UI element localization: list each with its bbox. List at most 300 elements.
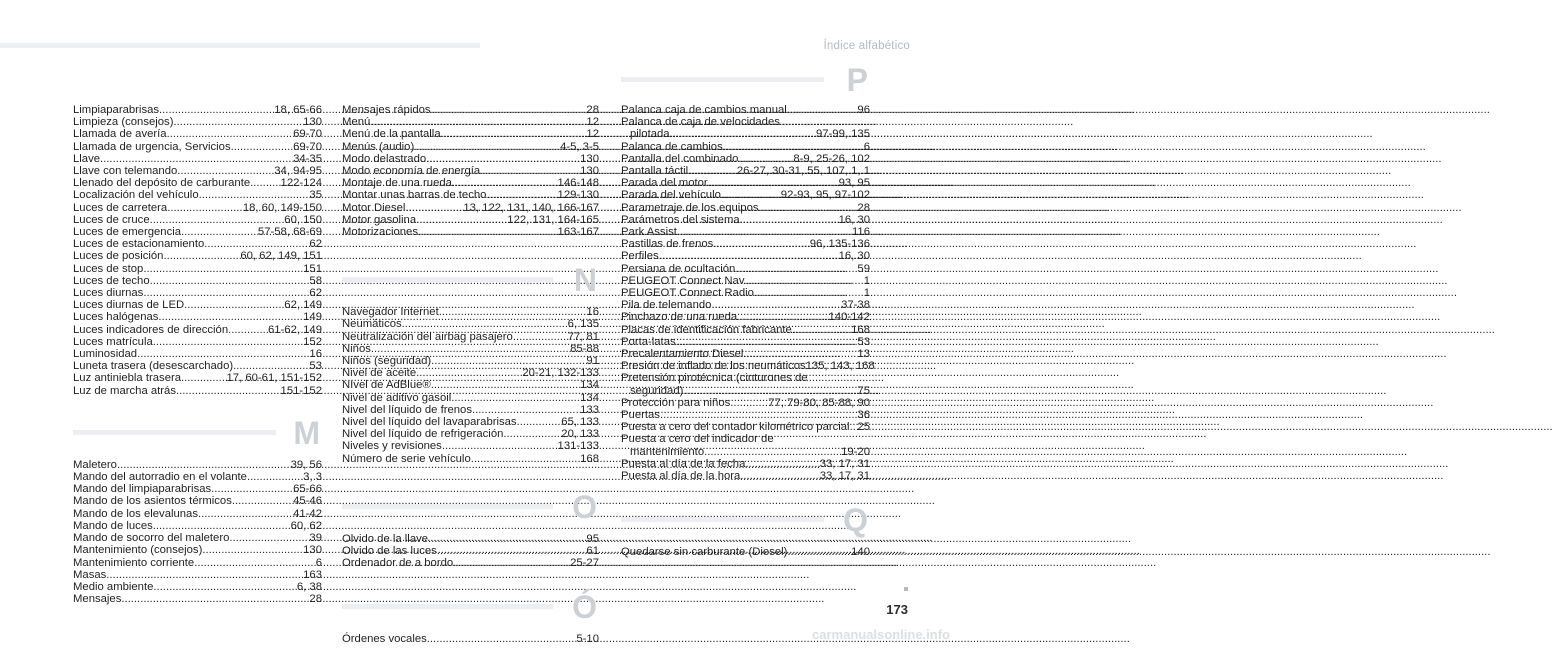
entry-term: Luces de emergencia	[73, 226, 182, 239]
entry-leader-dots	[405, 202, 463, 214]
entry-term: Protección para niños	[621, 396, 731, 409]
entry-pages: 6	[863, 140, 870, 153]
entry-leader-dots	[121, 593, 309, 605]
index-entry	[342, 545, 599, 557]
entry-leader-dots	[371, 343, 570, 355]
entry-leader-dots	[677, 226, 852, 238]
section-O-accent	[342, 633, 599, 645]
entry-leader-dots	[159, 104, 274, 116]
index-entry	[621, 299, 870, 311]
index-entry	[621, 397, 870, 409]
entry-pages: 13, 122, 131, 140, 166-167	[463, 201, 599, 214]
entry-term: Mando de los elevalunas	[73, 507, 198, 520]
index-entry	[621, 275, 870, 287]
entry-term: Persiana de ocultación	[621, 262, 736, 275]
entry-term: Olvido de la llave	[342, 532, 429, 545]
index-entry	[621, 287, 870, 299]
entry-leader-dots	[427, 633, 577, 645]
entry-pages: 57-58, 68-69	[257, 226, 322, 239]
entry-leader-dots	[233, 360, 309, 372]
entry-term: Luces diurnas	[73, 287, 144, 300]
letter-heading-O	[342, 487, 599, 527]
entry-pages: 163	[303, 568, 322, 581]
index-entry	[342, 633, 599, 645]
entry-leader-dots	[721, 189, 781, 201]
index-entry	[73, 372, 322, 384]
entry-term: Mando de socorro del maletero	[73, 532, 230, 545]
index-entry	[342, 355, 599, 367]
entry-term: Puesta al día de la fecha	[621, 457, 746, 470]
entry-term: Nivel de aditivo gasoil	[342, 391, 452, 404]
entry-leader-dots	[431, 379, 580, 391]
entry-leader-dots	[670, 128, 816, 140]
index-entry	[73, 385, 322, 397]
letter-O-accent: Ó	[572, 589, 597, 626]
index-entry	[342, 306, 599, 318]
entry-pages: 25	[857, 421, 870, 434]
entry-leader-dots	[418, 226, 558, 238]
entry-pages: 62	[309, 287, 322, 300]
entry-leader-dots	[163, 250, 240, 262]
entry-pages: 28	[586, 104, 599, 116]
index-entry	[342, 226, 599, 238]
entry-leader-dots	[137, 348, 309, 360]
index-entry	[621, 214, 870, 226]
index-entry	[342, 367, 599, 379]
entry-leader-dots	[754, 287, 864, 299]
index-entry	[621, 372, 870, 396]
entry-term: Luz de marcha atrás	[73, 384, 176, 397]
entry-leader-dots	[711, 299, 841, 311]
index-entry	[73, 153, 322, 165]
entry-leader-dots	[370, 116, 586, 128]
entry-leader-dots	[472, 404, 580, 416]
index-entry	[342, 416, 599, 428]
index-entry	[621, 250, 870, 262]
entry-pages: 16	[309, 348, 322, 361]
entry-leader-dots	[513, 331, 568, 343]
entry-pages: 133	[580, 403, 599, 416]
entry-pages: 19-20	[841, 445, 870, 458]
entry-term: Menú de la pantalla	[342, 128, 441, 141]
page-header-title: Índice alfabético	[823, 40, 910, 52]
entry-pages: 5-10	[576, 633, 599, 646]
entry-pages: 13	[857, 348, 870, 361]
entry-term: NIvel de AdBlue®	[342, 379, 431, 392]
index-entry	[342, 557, 599, 569]
entry-term: Luces halógenas	[73, 311, 159, 324]
entry-pages: 129-130	[557, 189, 599, 202]
index-entry	[73, 508, 322, 520]
entry-leader-dots	[740, 214, 839, 226]
entry-leader-dots	[211, 483, 293, 495]
index-entry	[621, 116, 870, 140]
entry-pages: 60, 62	[290, 519, 322, 532]
watermark: carmanualsonline.info	[812, 627, 950, 642]
entry-term: Porta-latas	[621, 335, 676, 348]
entry-leader-dots	[198, 508, 293, 520]
entry-leader-dots	[150, 214, 285, 226]
entry-pages: 75	[857, 384, 870, 397]
index-entry	[73, 557, 322, 569]
index-entry	[342, 202, 599, 214]
entry-term: Luces matrícula	[73, 335, 153, 348]
index-entry	[73, 581, 322, 593]
entry-term: Neumáticos	[342, 318, 402, 331]
entry-term: Pinchazo de una rueda	[621, 311, 738, 324]
letter-heading-P	[621, 60, 870, 100]
index-entry	[342, 379, 599, 391]
entry-term: Luces diurnas de LED	[73, 299, 185, 312]
entry-pages: 77, 81	[567, 330, 599, 343]
index-column-2	[342, 104, 599, 646]
entry-leader-dots	[416, 367, 522, 379]
entry-leader-dots	[517, 416, 562, 428]
entry-term: Luces de techo	[73, 274, 150, 287]
index-entry	[73, 299, 322, 311]
entry-leader-dots	[737, 311, 828, 323]
letter-P: P	[846, 62, 868, 98]
index-entry	[73, 250, 322, 262]
entry-pages: 28	[309, 593, 322, 606]
entry-term: Motor gasolina	[342, 213, 417, 226]
entry-term-continued: pilotada	[630, 128, 670, 141]
letter-bar	[73, 430, 276, 435]
letter-heading-O-accent	[342, 587, 599, 627]
entry-term: Parada del vehículo	[621, 189, 721, 202]
entry-term: Puertas	[621, 409, 660, 422]
entry-pages: 12	[586, 116, 599, 129]
entry-pages: 26-27, 30-31, 55, 107, 1, 1	[736, 165, 870, 178]
entry-term: Motorizaciones	[342, 226, 418, 239]
entry-leader-dots	[117, 459, 291, 471]
entry-leader-dots	[723, 141, 864, 153]
index-entry	[621, 141, 870, 153]
entry-term: Luneta trasera (desescarchado)	[73, 360, 234, 373]
entry-pages: 91	[586, 355, 599, 368]
index-entry	[621, 177, 870, 189]
entry-term: Llamada de urgencia, Servicios	[73, 140, 231, 153]
entry-leader-dots	[451, 392, 580, 404]
index-entry	[342, 104, 599, 116]
entry-term: Navegador Internet	[342, 306, 439, 319]
entry-pages: 65, 133	[561, 416, 599, 429]
entry-leader-dots	[759, 202, 858, 214]
entry-leader-dots	[744, 275, 863, 287]
page-marker	[904, 587, 908, 591]
entry-term: Precalentamiento Diesel	[621, 348, 744, 361]
index-entry	[73, 141, 322, 153]
entry-pages: 1	[863, 274, 870, 287]
entry-leader-dots	[416, 214, 507, 226]
entry-pages: 34, 94-95	[274, 165, 322, 178]
index-entry	[73, 495, 322, 507]
index-entry	[73, 324, 322, 336]
entry-term: Número de serie vehículo	[342, 452, 471, 465]
entry-leader-dots	[735, 263, 857, 275]
entry-pages: 36	[857, 409, 870, 422]
entry-pages: 85-88	[570, 342, 599, 355]
entry-pages: 62, 149	[284, 299, 322, 312]
entry-pages: 77, 79-80, 85-88, 90	[768, 396, 870, 409]
entry-pages: 34-35	[293, 152, 322, 165]
entry-pages: 96, 135-136	[809, 238, 870, 251]
entry-leader-dots	[184, 299, 284, 311]
entry-leader-dots	[202, 544, 303, 556]
index-entry	[73, 569, 322, 581]
entry-leader-dots	[688, 165, 737, 177]
entry-pages: 168	[851, 323, 870, 336]
entry-pages: 149	[303, 311, 322, 324]
entry-leader-dots	[713, 238, 809, 250]
index-entry	[73, 165, 322, 177]
entry-continuation	[621, 128, 870, 140]
entry-term: Menús (audio)	[342, 140, 415, 153]
entry-leader-dots	[181, 226, 258, 238]
entry-term: Mando de los asientos térmicos	[73, 495, 232, 508]
index-entry	[73, 348, 322, 360]
entry-pages: 41-42	[293, 507, 322, 520]
index-entry	[621, 311, 870, 323]
index-entry	[73, 471, 322, 483]
entry-term: Luces indicadores de dirección	[73, 323, 229, 336]
index-entry	[73, 360, 322, 372]
entry-pages: 39	[309, 532, 322, 545]
entry-pages: 152	[303, 335, 322, 348]
entry-term: Puesta a cero del contador kilométrico parcial	[621, 421, 850, 434]
index-entry	[342, 392, 599, 404]
index-entry	[342, 116, 599, 128]
letter-bar	[342, 504, 553, 509]
letter-bar	[621, 517, 824, 522]
index-entry	[621, 360, 875, 373]
entry-leader-dots	[167, 128, 294, 140]
entry-leader-dots	[426, 153, 580, 165]
entry-term: Pantalla del combinado	[621, 152, 739, 165]
letter-heading-Q	[621, 500, 870, 540]
entry-leader-dots	[143, 263, 303, 275]
entry-leader-dots	[194, 557, 316, 569]
entry-term: Palanca de cambios	[621, 140, 723, 153]
entry-leader-dots	[199, 189, 310, 201]
entry-leader-dots	[787, 546, 851, 558]
entry-pages: 62	[309, 238, 322, 251]
entry-pages: 96	[857, 104, 870, 116]
entry-term: Mensajes rápidos	[342, 104, 431, 116]
section-Q	[621, 546, 870, 558]
entry-leader-dots	[402, 318, 568, 330]
entry-term: Nivel de aceite	[342, 367, 417, 380]
entry-term: Limpieza (consejos)	[73, 116, 174, 129]
index-entry	[73, 238, 322, 250]
index-entry	[621, 433, 870, 457]
entry-pages: 8-9, 25-26, 102	[793, 152, 870, 165]
index-entry	[342, 533, 599, 545]
entry-term: Menú	[342, 116, 371, 129]
entry-term: PEUGEOT Connect Nav	[621, 274, 745, 287]
index-entry	[342, 440, 599, 452]
letter-bar	[621, 77, 824, 82]
index-entry	[621, 202, 870, 214]
entry-pages: 65-66	[293, 483, 322, 496]
entry-term: Maletero	[73, 458, 117, 471]
index-entry	[342, 189, 599, 201]
entry-term: Ordenador de a bordo	[342, 557, 454, 570]
entry-leader-dots	[167, 202, 243, 214]
entry-leader-dots	[453, 557, 570, 569]
index-entry	[621, 421, 870, 433]
entry-leader-dots	[204, 238, 309, 250]
index-entry	[342, 428, 599, 440]
entry-term: Pila de telemando	[621, 299, 712, 312]
entry-leader-dots	[486, 189, 557, 201]
entry-term: Nivel del líquido del lavaparabrisas	[342, 416, 517, 429]
entry-pages: 28	[857, 201, 870, 214]
entry-pages: 140-142	[828, 311, 870, 324]
entry-leader-dots	[173, 116, 303, 128]
entry-term: Modo economía de energía	[342, 165, 481, 178]
entry-pages: 116	[851, 226, 870, 239]
entry-term: Órdenes vocales	[342, 633, 427, 646]
entry-pages: 130	[580, 152, 599, 165]
entry-pages: 6, 38	[296, 580, 322, 593]
entry-term: Nivel del líquido de frenos	[342, 403, 472, 416]
entry-leader-dots	[745, 458, 819, 470]
index-entry	[621, 470, 870, 482]
entry-pages: 60, 150	[284, 213, 322, 226]
entry-term: Medio ambiente	[73, 580, 154, 593]
entry-pages: 122-124	[280, 177, 322, 190]
entry-term: Pastillas de frenos	[621, 238, 714, 251]
index-entry	[342, 153, 599, 165]
entry-leader-dots	[683, 385, 857, 397]
entry-leader-dots	[740, 470, 819, 482]
entry-leader-dots	[708, 177, 839, 189]
entry-pages: 131-133	[557, 440, 599, 453]
index-entry	[73, 116, 322, 128]
index-entry	[621, 104, 870, 116]
index-entry	[621, 348, 870, 360]
index-entry	[73, 104, 322, 116]
entry-leader-dots	[480, 165, 580, 177]
entry-leader-dots	[743, 348, 857, 360]
entry-leader-dots	[442, 440, 558, 452]
entry-pages: 69-70	[293, 128, 322, 141]
index-entry	[73, 189, 322, 201]
entry-pages: 33, 17, 31	[819, 470, 870, 483]
index-entry	[342, 128, 599, 140]
entry-term: Mantenimiento corriente	[73, 556, 195, 569]
index-entry	[73, 532, 322, 544]
index-entry	[342, 331, 599, 343]
entry-leader-dots	[176, 385, 281, 397]
index-entry	[342, 318, 599, 330]
entry-pages: 53	[309, 360, 322, 373]
index-entry	[621, 153, 870, 165]
entry-term: Mando del limpiaparabrisas	[73, 483, 212, 496]
entry-pages: 6	[315, 556, 322, 569]
entry-pages: 163-167	[557, 226, 599, 239]
index-entry	[342, 404, 599, 416]
index-entry	[73, 214, 322, 226]
entry-term: Pretensión pirotécnica (cinturones de	[621, 372, 808, 385]
entry-term: Luces de cruce	[73, 213, 150, 226]
entry-term: Palanca de caja de velocidades	[621, 116, 780, 129]
entry-pages: 59	[857, 262, 870, 275]
section-N	[342, 306, 599, 465]
index-entry	[73, 128, 322, 140]
index-entry	[73, 202, 322, 214]
entry-term: Luces de estacionamiento	[73, 238, 205, 251]
entry-pages: 3, 3	[303, 471, 322, 484]
entry-leader-dots	[431, 104, 587, 116]
entry-term: Llamada de avería	[73, 128, 167, 141]
entry-term: Quedarse sin carburante (Diesel)	[621, 546, 788, 559]
section-M-continued	[342, 104, 599, 238]
entry-pages: 16, 30	[838, 213, 870, 226]
index-entry	[621, 409, 870, 421]
entry-term: Puesta al día de la hora	[621, 470, 741, 483]
index-entry	[73, 177, 322, 189]
entry-term: Park Assist	[621, 226, 677, 239]
section-L	[73, 104, 322, 397]
entry-term: Mensajes	[73, 593, 122, 606]
page-number: 173	[886, 602, 908, 617]
entry-pages: 17, 60-61, 151-152	[226, 372, 322, 385]
entry-term: Parada del motor	[621, 177, 708, 190]
index-entry	[342, 343, 599, 355]
entry-leader-dots	[441, 128, 587, 140]
letter-N: N	[573, 262, 597, 299]
entry-term: Niños	[342, 342, 371, 355]
entry-leader-dots	[153, 520, 291, 532]
entry-term: Motor Diesel	[342, 201, 406, 214]
letter-Q: Q	[843, 502, 868, 539]
entry-leader-dots	[153, 581, 296, 593]
entry-term-continued: mantenimiento	[630, 445, 705, 458]
entry-term: Pantalla táctil	[621, 165, 689, 178]
index-entry	[621, 165, 870, 177]
entry-term: Presión de inflado de los neumáticos135, 143, 168	[621, 360, 875, 373]
index-entry	[73, 459, 322, 471]
entry-pages: 60, 62, 149, 151	[240, 250, 322, 263]
entry-term: Puesta a cero del indicador de	[621, 433, 774, 446]
index-entry	[342, 453, 599, 465]
letter-O: O	[572, 488, 597, 525]
entry-pages: 37-38	[841, 299, 870, 312]
entry-pages: 25-27	[570, 557, 599, 570]
index-entry	[73, 520, 322, 532]
entry-pages: 97-99, 135	[815, 128, 870, 141]
entry-pages: 130	[303, 116, 322, 129]
entry-leader-dots	[250, 177, 280, 189]
entry-term: Niveles y revisiones	[342, 440, 442, 453]
entry-leader-dots	[704, 446, 841, 458]
entry-term: Mando del autorradio en el volante	[73, 471, 247, 484]
entry-leader-dots	[439, 306, 587, 318]
entry-pages: 39, 56	[290, 458, 322, 471]
entry-pages: 146-148	[557, 177, 599, 190]
index-column-1	[73, 104, 322, 605]
entry-term: Montar unas barras de techo	[342, 189, 487, 202]
section-P	[621, 104, 875, 483]
entry-term: Luces de posición	[73, 250, 164, 263]
entry-pages: 35	[309, 189, 322, 202]
letter-bar	[342, 604, 553, 609]
entry-leader-dots	[177, 165, 274, 177]
entry-leader-dots	[150, 275, 310, 287]
entry-pages: 18, 65-66	[274, 104, 322, 116]
